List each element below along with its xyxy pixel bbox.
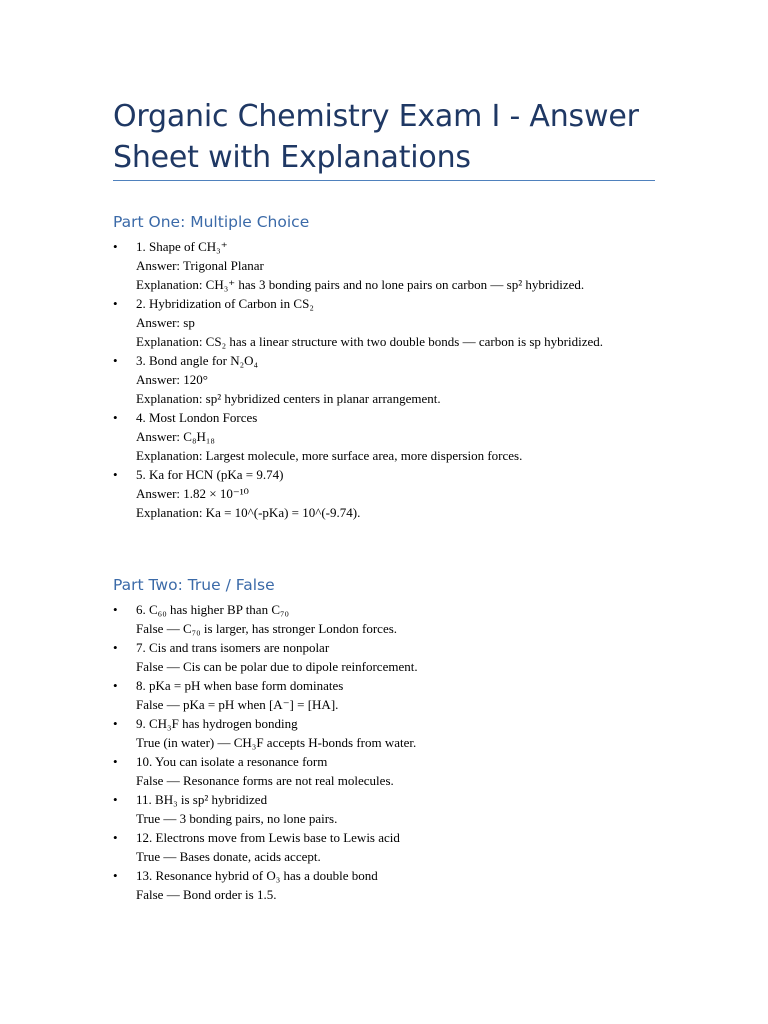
question-text: 1. Shape of CH₃⁺ [136,239,228,254]
question-text: 3. Bond angle for N₂O₄ [136,353,259,368]
bullet-icon: • [113,467,118,482]
list-item [113,600,673,638]
list-item [113,790,673,828]
bullet-icon: • [113,602,118,617]
statement-text: 7. Cis and trans isomers are nonpolar [136,640,330,655]
statement-text: 10. You can isolate a resonance form [136,754,328,769]
answer-text: False — Cis can be polar due to dipole reinforcement. [136,659,418,674]
answer-text: Answer: 120° [136,372,208,387]
question-text: 5. Ka for HCN (pKa = 9.74) [136,467,284,482]
explanation-text: Explanation: CS₂ has a linear structure with two double bonds — carbon is sp hybridized. [136,334,604,349]
question-text: 4. Most London Forces [136,410,258,425]
list-item [113,294,673,351]
answer-text: Answer: 1.82 × 10⁻¹⁰ [136,486,249,501]
section-heading-multiple-choice: Part One: Multiple Choice [113,213,310,231]
answer-text: False — Resonance forms are not real molecules. [136,773,394,788]
answer-text: False — Bond order is 1.5. [136,887,277,902]
title-underline [113,180,655,181]
explanation-text: Explanation: sp² hybridized centers in planar arrangement. [136,391,441,406]
answer-text: False — C₇₀ is larger, has stronger London forces. [136,621,398,636]
bullet-icon: • [113,640,118,655]
list-item [113,714,673,752]
list-item [113,237,673,294]
answer-text: True — 3 bonding pairs, no lone pairs. [136,811,338,826]
list-item [113,828,673,866]
list-item [113,638,673,676]
section-heading-true-false: Part Two: True / False [113,576,275,594]
statement-text: 11. BH₃ is sp² hybridized [136,792,268,807]
answer-text: Answer: Trigonal Planar [136,258,264,273]
bullet-icon: • [113,792,118,807]
statement-text: 12. Electrons move from Lewis base to Lewis acid [136,830,400,845]
answer-text: True (in water) — CH₃F accepts H-bonds from water. [136,735,417,750]
statement-text: 8. pKa = pH when base form dominates [136,678,344,693]
true-false-list [113,600,673,904]
statement-text: 9. CH₃F has hydrogen bonding [136,716,298,731]
statement-text: 13. Resonance hybrid of O₃ has a double bond [136,868,378,883]
multiple-choice-list [113,237,673,522]
answer-text: True — Bases donate, acids accept. [136,849,321,864]
list-item [113,752,673,790]
bullet-icon: • [113,678,118,693]
bullet-icon: • [113,868,118,883]
bullet-icon: • [113,716,118,731]
bullet-icon: • [113,296,118,311]
list-item [113,351,673,408]
list-item [113,866,673,904]
answer-text: Answer: C₈H₁₈ [136,429,215,444]
page-title: Organic Chemistry Exam I - Answer Sheet with Explanations [113,99,639,175]
answer-text: False — pKa = pH when [A⁻] = [HA]. [136,697,339,712]
question-text: 2. Hybridization of Carbon in CS₂ [136,296,314,311]
bullet-icon: • [113,239,118,254]
list-item [113,465,673,522]
list-item [113,676,673,714]
explanation-text: Explanation: Largest molecule, more surface area, more dispersion forces. [136,448,523,463]
bullet-icon: • [113,754,118,769]
statement-text: 6. C₆₀ has higher BP than C₇₀ [136,602,290,617]
answer-text: Answer: sp [136,315,195,330]
bullet-icon: • [113,353,118,368]
explanation-text: Explanation: Ka = 10^(-pKa) = 10^(-9.74). [136,505,361,520]
bullet-icon: • [113,830,118,845]
explanation-text: Explanation: CH₃⁺ has 3 bonding pairs and no lone pairs on carbon — sp² hybridized. [136,277,585,292]
bullet-icon: • [113,410,118,425]
list-item [113,408,673,465]
